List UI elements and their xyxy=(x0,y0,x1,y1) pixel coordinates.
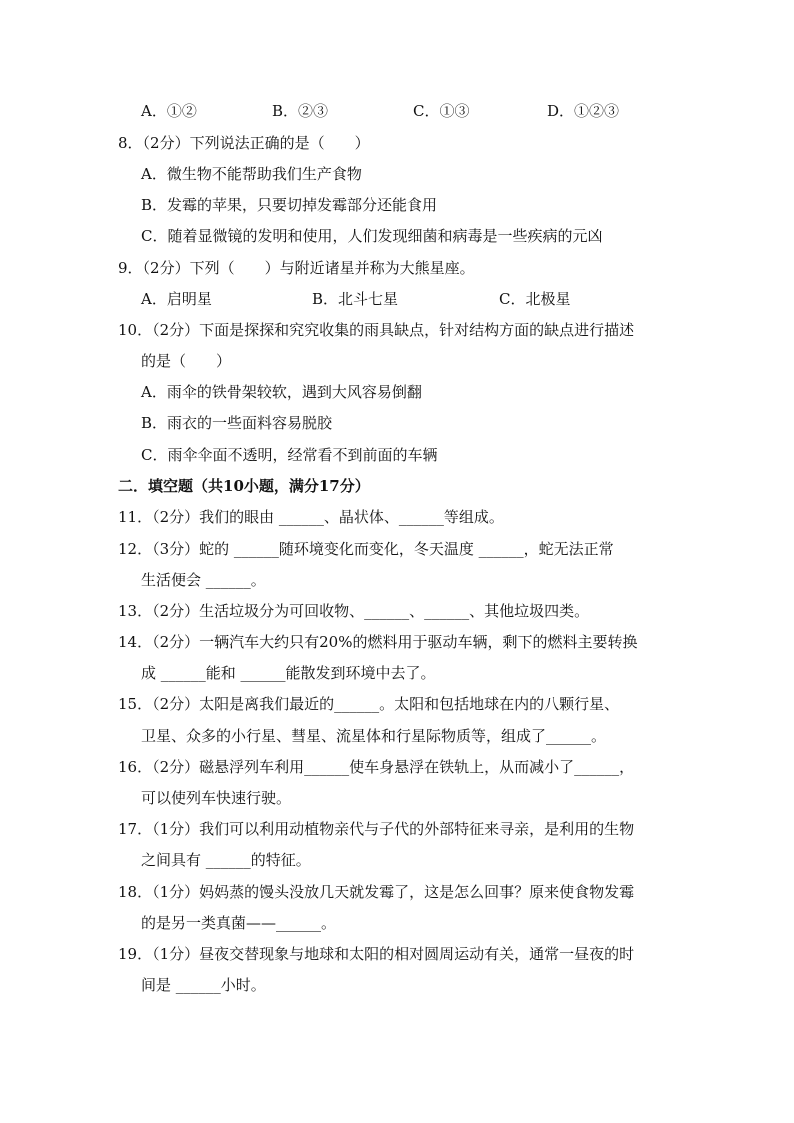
q10-option-b: B．雨衣的一些面料容易脱胶 xyxy=(141,414,333,432)
q7-option-d: D．①②③ xyxy=(547,102,620,120)
q8-option-c: C．随着显微镜的发明和使用，人们发现细菌和病毒是一些疾病的元凶 xyxy=(141,227,603,245)
q8-stem: 8．（2分）下列说法正确的是（ ） xyxy=(118,134,370,152)
q8-option-a: A．微生物不能帮助我们生产食物 xyxy=(141,165,362,183)
q17-line2: 之间具有 ______的特征。 xyxy=(141,851,311,869)
q17-line1: 17．（1分）我们可以利用动植物亲代与子代的外部特征来寻亲，是利用的生物 xyxy=(118,820,635,838)
q9-option-b: B．北斗七星 xyxy=(312,290,399,308)
q15-line2: 卫星、众多的小行星、彗星、流星体和行星际物质等，组成了______。 xyxy=(141,727,607,745)
q10-option-c: C．雨伞伞面不透明，经常看不到前面的车辆 xyxy=(141,446,438,464)
q13: 13．（2分）生活垃圾分为可回收物、______、______、其他垃圾四类。 xyxy=(118,602,590,620)
q12-line2: 生活便会 ______。 xyxy=(141,571,266,589)
q14-line1: 14．（2分）一辆汽车大约只有20%的燃料用于驱动车辆，剩下的燃料主要转换 xyxy=(118,633,638,651)
q7-option-c: C．①③ xyxy=(413,102,470,120)
q16-line1: 16．（2分）磁悬浮列车利用______使车身悬浮在铁轨上，从而减小了______， xyxy=(118,758,635,776)
q14-line2: 成 ______能和 ______能散发到环境中去了。 xyxy=(141,664,436,682)
q9-option-a: A．启明星 xyxy=(141,290,212,308)
q15-line1: 15．（2分）太阳是离我们最近的______。太阳和包括地球在内的八颗行星、 xyxy=(118,695,620,713)
q16-line2: 可以使列车快速行驶。 xyxy=(141,789,292,807)
section-heading: 二．填空题（共10小题，满分17分） xyxy=(118,477,370,495)
q19-line2: 间是 ______小时。 xyxy=(141,976,266,994)
q7-option-b: B．②③ xyxy=(272,102,329,120)
q9-option-c: C．北极星 xyxy=(499,290,571,308)
q12-line1: 12．（3分）蛇的 ______随环境变化而变化，冬天温度 ______，蛇无法正常 xyxy=(118,540,614,558)
q11: 11．（2分）我们的眼由 ______、晶状体、______等组成。 xyxy=(118,508,504,526)
q9-stem: 9．（2分）下列（ ）与附近诸星并称为大熊星座。 xyxy=(118,259,475,277)
q18-line2: 的是另一类真菌——______。 xyxy=(141,914,337,932)
q10-stem-line1: 10．（2分）下面是探探和究究收集的雨具缺点，针对结构方面的缺点进行描述 xyxy=(118,321,635,339)
q10-option-a: A．雨伞的铁骨架较软，遇到大风容易倒翻 xyxy=(141,383,422,401)
q8-option-b: B．发霉的苹果，只要切掉发霉部分还能食用 xyxy=(141,196,438,214)
q7-option-a: A．①② xyxy=(141,102,197,120)
q10-stem-line2: 的是（ ） xyxy=(141,352,232,370)
q19-line1: 19．（1分）昼夜交替现象与地球和太阳的相对圆周运动有关，通常一昼夜的时 xyxy=(118,945,635,963)
q18-line1: 18．（1分）妈妈蒸的馒头没放几天就发霉了，这是怎么回事？原来使食物发霉 xyxy=(118,883,635,901)
